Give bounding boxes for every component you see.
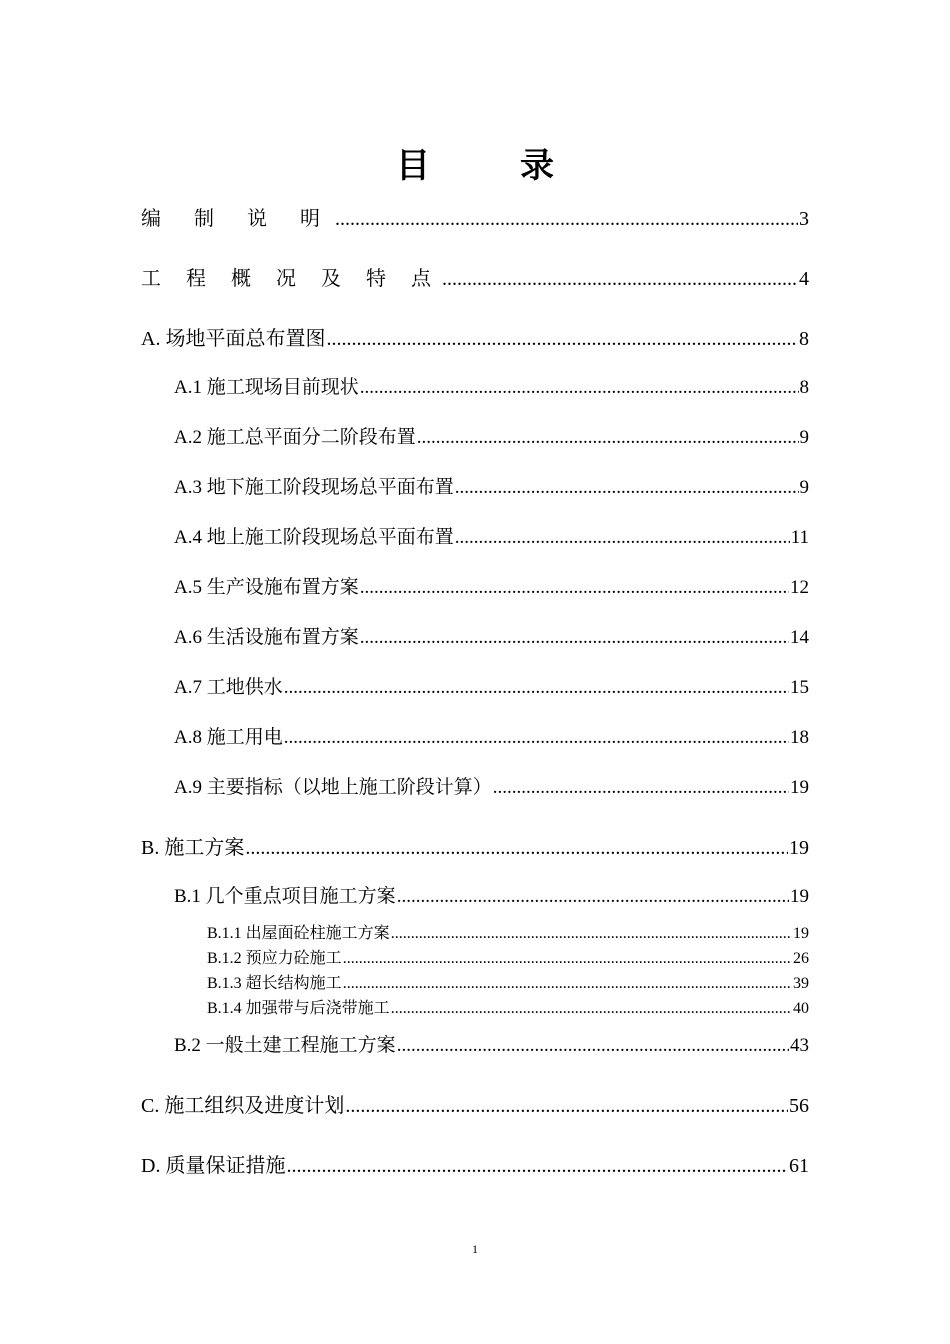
toc-leader-dots	[391, 1000, 792, 1018]
toc-leader-dots	[286, 1155, 788, 1178]
title-char-2: 录	[520, 146, 554, 186]
toc-entry[interactable]	[174, 422, 809, 449]
toc-entry-label: B.1.1 出屋面砼柱施工方案	[207, 925, 390, 942]
toc-entry-page: 9	[799, 477, 809, 498]
toc-leader-dots	[245, 837, 788, 860]
toc-entry-label: B.1.2 预应力砼施工	[207, 950, 342, 967]
toc-leader-dots	[326, 328, 798, 351]
toc-entry[interactable]	[141, 202, 809, 231]
toc-entry[interactable]	[207, 920, 809, 943]
toc-leader-dots	[391, 925, 792, 943]
toc-entry-label: B.1 几个重点项目施工方案	[174, 886, 396, 907]
toc-leader-dots	[455, 527, 790, 549]
toc-entry[interactable]	[141, 322, 809, 351]
toc-entry[interactable]	[141, 831, 809, 860]
toc-leader-dots	[397, 886, 789, 908]
toc-entry-label: A.9 主要指标（以地上施工阶段计算）	[174, 777, 492, 798]
toc-entry-page: 15	[790, 677, 809, 698]
page-number-footer: 1	[472, 1242, 478, 1256]
toc-leader-dots	[442, 268, 798, 291]
toc-entry-page: 12	[790, 577, 809, 598]
toc-leader-dots	[360, 377, 799, 399]
toc-entry[interactable]	[174, 881, 809, 908]
toc-leader-dots	[345, 1095, 788, 1118]
toc-entry-page: 19	[790, 777, 809, 798]
toc-entry-page: 61	[789, 1155, 809, 1177]
toc-entry-label: A.4 地上施工阶段现场总平面布置	[174, 527, 454, 548]
toc-leader-dots	[284, 677, 789, 699]
toc-leader-dots	[397, 1035, 789, 1057]
toc-entry[interactable]	[174, 722, 809, 749]
toc-leader-dots	[455, 477, 799, 499]
toc-entry-page: 56	[789, 1095, 809, 1117]
page-title	[0, 138, 950, 187]
toc-leader-dots	[360, 627, 789, 649]
toc-entry-label: B.2 一般土建工程施工方案	[174, 1035, 396, 1056]
toc-entry-label: A.1 施工现场目前现状	[174, 377, 359, 398]
toc-entry[interactable]	[174, 622, 809, 649]
toc-entry-page: 14	[790, 627, 809, 648]
toc-entry-label: C. 施工组织及进度计划	[141, 1095, 345, 1117]
toc-entry-page: 11	[790, 527, 809, 548]
toc-entry-page: 43	[790, 1035, 809, 1056]
toc-entry[interactable]	[141, 1089, 809, 1118]
toc-entry-label: D. 质量保证措施	[141, 1155, 286, 1177]
toc-entry-label: A.6 生活设施布置方案	[174, 627, 359, 648]
toc-entry-page: 39	[793, 975, 809, 992]
toc-leader-dots	[360, 577, 789, 599]
toc-entry-page: 8	[799, 377, 809, 398]
toc-entry[interactable]	[174, 372, 809, 399]
toc-entry-label: A.3 地下施工阶段现场总平面布置	[174, 477, 454, 498]
toc-entry[interactable]	[174, 472, 809, 499]
toc-leader-dots	[343, 975, 792, 993]
toc-leader-dots	[284, 727, 789, 749]
title-char-1: 目	[396, 146, 430, 186]
toc-entry-page: 4	[799, 268, 809, 290]
toc-entry-label: A.2 施工总平面分二阶段布置	[174, 427, 416, 448]
toc-entry[interactable]	[207, 945, 809, 968]
toc-entry[interactable]	[174, 772, 809, 799]
toc-entry-page: 18	[790, 727, 809, 748]
toc-entry[interactable]	[207, 970, 809, 993]
toc-leader-dots	[493, 777, 789, 799]
toc-leader-dots	[417, 427, 799, 449]
toc-entry-label: B.1.3 超长结构施工	[207, 975, 342, 992]
toc-entry-page: 19	[789, 837, 809, 859]
toc-entry-page: 40	[793, 1000, 809, 1017]
toc-entry-label: A.8 施工用电	[174, 727, 283, 748]
toc-entry[interactable]	[141, 262, 809, 291]
toc-entry[interactable]	[207, 995, 809, 1018]
toc-entry[interactable]	[174, 522, 809, 549]
toc-entry-label: B.1.4 加强带与后浇带施工	[207, 1000, 390, 1017]
toc-entry-label: B. 施工方案	[141, 837, 245, 859]
toc-entry-page: 19	[790, 886, 809, 907]
toc-entry-label: A.5 生产设施布置方案	[174, 577, 359, 598]
toc-entry[interactable]	[141, 1149, 809, 1178]
toc-entry[interactable]	[174, 572, 809, 599]
toc-entry-label: 工 程 概 况 及 特 点	[141, 268, 441, 290]
toc-entry-label: A. 场地平面总布置图	[141, 328, 326, 350]
toc-entry-page: 9	[799, 427, 809, 448]
toc-leader-dots	[335, 208, 798, 231]
toc-entry-page: 26	[793, 950, 809, 967]
toc-leader-dots	[343, 950, 792, 968]
toc-entry-page: 19	[793, 925, 809, 942]
toc-entry[interactable]	[174, 672, 809, 699]
toc-entry-label: A.7 工地供水	[174, 677, 283, 698]
toc-entry-page: 8	[799, 328, 809, 350]
toc-entry[interactable]	[174, 1030, 809, 1057]
toc-entry-page: 3	[799, 208, 809, 230]
toc-entry-label: 编 制 说 明	[141, 208, 334, 230]
